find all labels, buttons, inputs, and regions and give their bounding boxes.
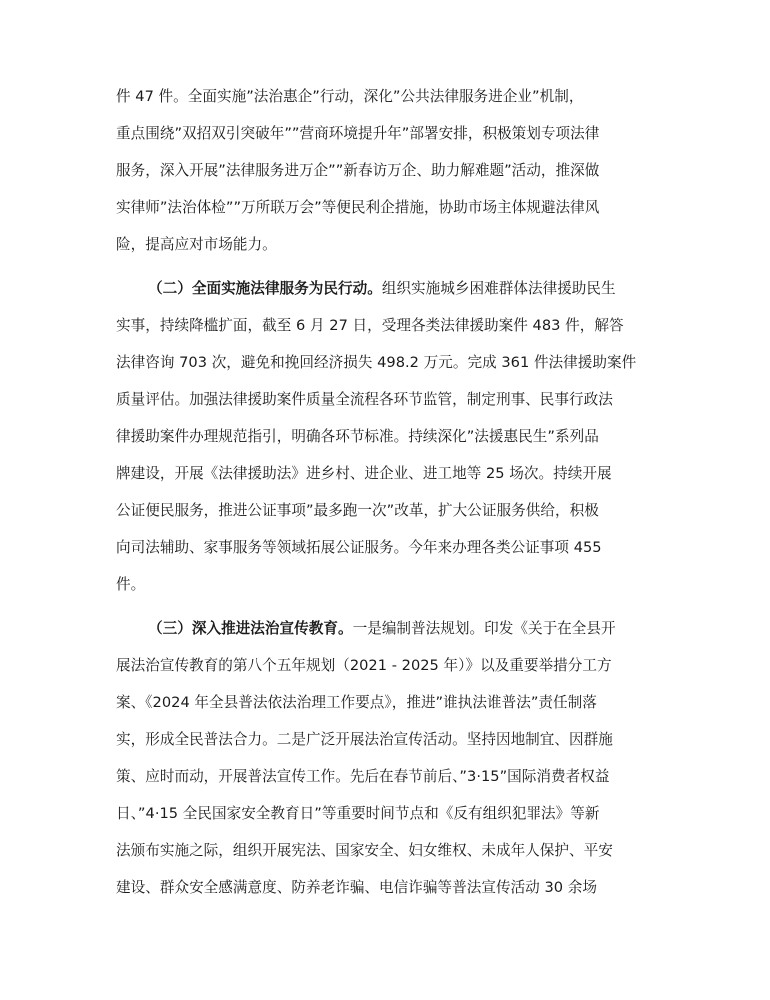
text-line: 险，提高应对市场能力。 (116, 236, 277, 253)
text-line (116, 276, 656, 313)
paragraph-1 (116, 84, 656, 269)
text-run: 组织实施城乡困难群体法律援助民生 (381, 280, 616, 297)
paragraph-3 (116, 616, 656, 912)
text-line: 日、”4·15 全民国家安全教育日”等重要时间节点和《反有组织犯罪法》等新 (116, 805, 600, 822)
text-line: 牌建设，开展《法律援助法》进乡村、进企业、进工地等 25 场次。持续开展 (116, 465, 612, 482)
text-line: 服务，深入开展”法律服务进万企””新春访万企、助力解难题”活动，推深做 (116, 162, 600, 179)
text-line: 向司法辅助、家事服务等领域拓展公证服务。今年来办理各类公证事项 455 (116, 539, 602, 556)
text-line: 质量评估。加强法律援助案件质量全流程各环节监管，制定刑事、民事行政法 (116, 391, 613, 408)
text-line: 建设、群众安全感满意度、防养老诈骗、电信诈骗等普法宣传活动 30 余场 (116, 879, 597, 896)
text-line: 案、《2024 年全县普法依法治理工作要点》，推进”谁执法谁普法”责任制落 (116, 694, 597, 711)
text-line: 实事，持续降槛扩面，截至 6 月 27 日，受理各类法律援助案件 483 件，解答 (116, 317, 624, 334)
section-heading: （三）深入推进法治宣传教育。 (148, 620, 353, 637)
paragraph-2 (116, 276, 656, 609)
text-line: 法律咨询 703 次，避免和挽回经济损失 498.2 万元。完成 361 件法律援助案件 (116, 354, 637, 371)
text-line: 策、应时而动，开展普法宣传工作。先后在春节前后、”3·15”国际消费者权益 (116, 768, 610, 785)
text-line (116, 616, 656, 653)
text-line: 公证便民服务，推进公证事项”最多跑一次”改革，扩大公证服务供给，积极 (116, 502, 599, 519)
text-line: 律援助案件办理规范指引，明确各环节标准。持续深化”法援惠民生”系列品 (116, 428, 599, 445)
document-body (116, 84, 656, 912)
text-line: 展法治宣传教育的第八个五年规划（2021 - 2025 年）》以及重要举措分工方 (116, 657, 612, 674)
text-line: 件。 (116, 576, 146, 593)
text-line: 法颁布实施之际，组织开展宪法、国家安全、妇女维权、未成年人保护、平安 (116, 842, 613, 859)
text-line: 重点围绕”双招双引突破年””营商环境提升年”部署安排，积极策划专项法律 (116, 125, 600, 142)
text-line: 实，形成全民普法合力。二是广泛开展法治宣传活动。坚持因地制宜、因群施 (116, 731, 613, 748)
text-line: 实律师”法治体检””万所联万会”等便民利企措施，协助市场主体规避法律风 (116, 199, 600, 216)
text-line: 件 47 件。全面实施”法治惠企”行动，深化”公共法律服务进企业”机制， (116, 88, 584, 105)
section-heading: （二）全面实施法律服务为民行动。 (148, 280, 382, 297)
text-run: 一是编制普法规划。印发《关于在全县开 (352, 620, 616, 637)
